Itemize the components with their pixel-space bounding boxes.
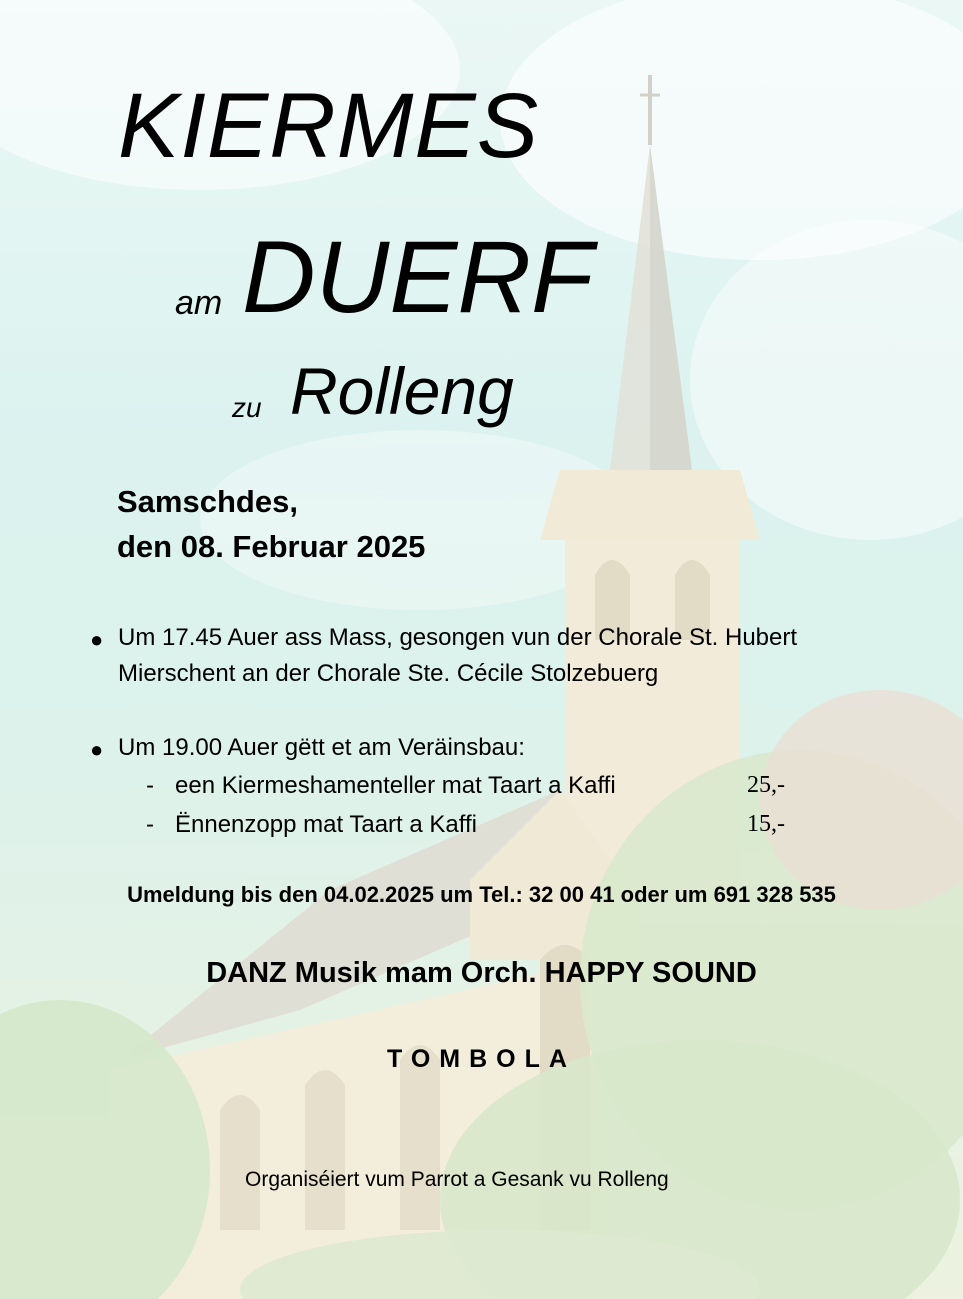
bullet-icon: ● [90, 737, 104, 762]
tombola-label: TOMBOLA [387, 1045, 576, 1073]
bullet-icon: ● [90, 627, 104, 652]
date-full: den 08. Februar 2025 [117, 529, 426, 564]
menu-item-1: een Kiermeshamenteller mat Taart a Kaffi [175, 772, 616, 799]
dinner-line: Um 19.00 Auer gëtt et am Veräinsbau: [118, 734, 525, 761]
date-weekday: Samschdes, [117, 484, 298, 519]
menu-item-1-price: 25,- [747, 772, 785, 798]
registration-info: Umeldung bis den 04.02.2025 um Tel.: 32 00 41 oder um 691 328 535 [127, 882, 836, 907]
title-rolleng: Rolleng [290, 354, 514, 428]
title-kiermes: KIERMES [118, 75, 540, 177]
menu-item-2-price: 15,- [747, 811, 785, 837]
menu-item-2: Ënnenzopp mat Taart a Kaffi [175, 811, 477, 838]
title-am: am [175, 284, 223, 322]
mass-line-1: Um 17.45 Auer ass Mass, gesongen vun der Chorale St. Hubert [118, 624, 798, 651]
title-zu: zu [232, 392, 262, 423]
mass-line-2: Mierschent an der Chorale Ste. Cécile Stolzebuerg [118, 660, 659, 687]
title-duerf: DUERF [242, 220, 594, 334]
dance-info: DANZ Musik mam Orch. HAPPY SOUND [206, 957, 757, 989]
organizer-line: Organiséiert vum Parrot a Gesank vu Rolleng [245, 1168, 669, 1191]
dash-marker: - [146, 811, 154, 838]
dash-marker: - [146, 772, 154, 799]
